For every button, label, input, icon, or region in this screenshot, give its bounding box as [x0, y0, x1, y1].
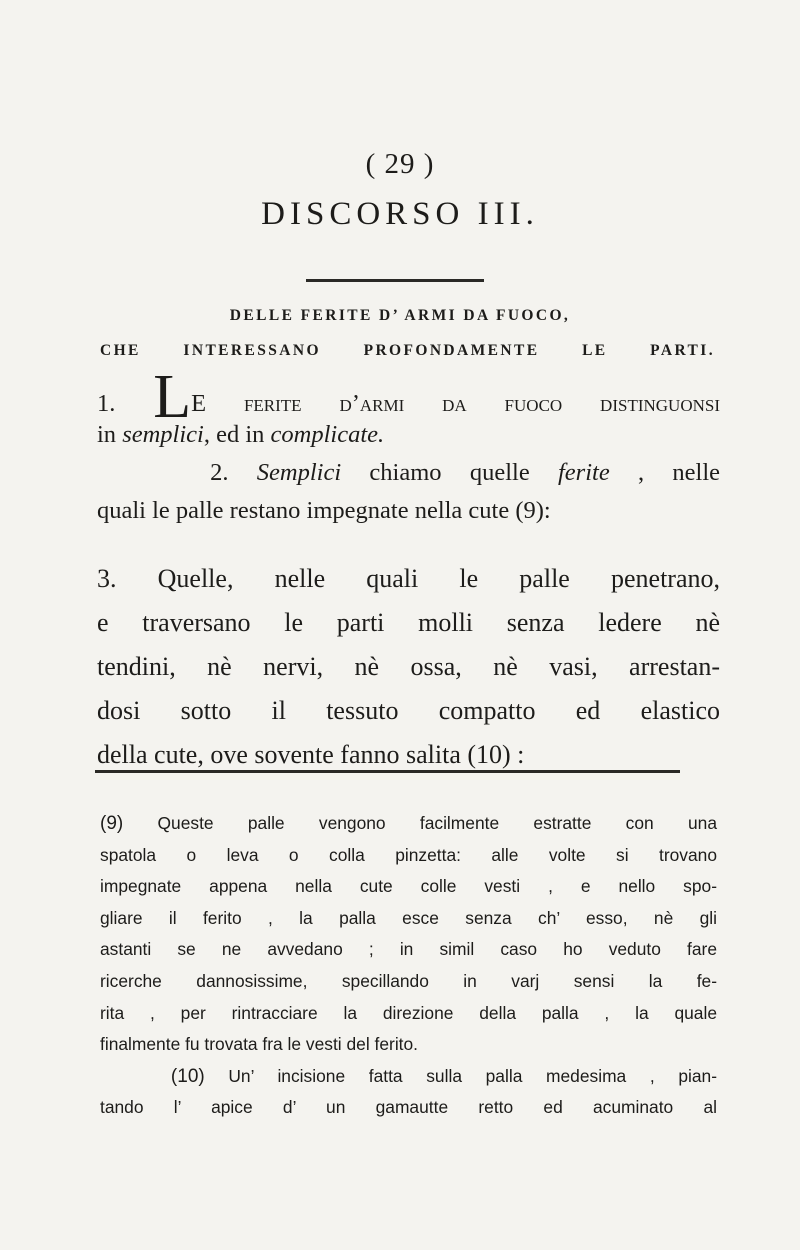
- paragraph-number: 1.: [97, 390, 116, 417]
- italic-term: Semplici: [256, 459, 342, 486]
- drop-cap: L: [153, 363, 192, 431]
- body-line: e traversano le parti molli senza ledere nè: [97, 608, 720, 637]
- body-line: 3. Quelle, nelle quali le palle penetrano,: [97, 564, 720, 593]
- paragraph-number: 2.: [210, 459, 229, 486]
- footnote-line: finalmente fu trovata fra le vesti del ferito.: [100, 1034, 419, 1055]
- footnote-line: gliare il ferito , la palla esce senza ch’ esso, nè gli: [100, 907, 717, 928]
- footnote-line: spatola o leva o colla pinzetta: alle volte si trovano: [100, 844, 717, 865]
- footnote-number: (10): [170, 1065, 205, 1087]
- page-number: ( 29 ): [365, 148, 435, 180]
- body-line: della cute, ove sovente fanno salita (10) :: [97, 740, 525, 769]
- footnote-number: (9): [100, 813, 124, 834]
- body-text: , ed in: [203, 421, 271, 448]
- body-paragraph-3: [97, 557, 720, 777]
- body-paragraphs-1-2: [97, 363, 720, 530]
- body-line: quali le palle restano impegnate nella cute (9):: [97, 497, 551, 524]
- subtitle-line-1: DELLE FERITE D’ ARMI DA FUOCO,: [229, 307, 571, 324]
- italic-term: complicate.: [270, 421, 385, 448]
- footnotes: [100, 808, 717, 1124]
- body-line: [97, 416, 720, 454]
- italic-term: semplici: [122, 421, 204, 448]
- footnote-text: Queste palle vengono facilmente estratte con una: [157, 813, 717, 833]
- subtitle-line-2: CHE INTERESSANO PROFONDAMENTE LE PARTI.: [100, 342, 715, 359]
- footnote-line: [100, 1061, 717, 1093]
- footnote-line: tando l’ apice d’ un gamautte retto ed acuminato al: [100, 1097, 717, 1118]
- footnote-rule: [95, 770, 680, 773]
- body-line: tendini, nè nervi, nè ossa, nè vasi, arrestan-: [97, 652, 720, 681]
- body-text: in: [97, 421, 123, 448]
- footnote-line: rita , per rintracciare la direzione della palla , la quale: [100, 1002, 717, 1023]
- title-rule: [306, 279, 484, 282]
- body-text: , nelle: [609, 459, 720, 486]
- chapter-title: DISCORSO III.: [261, 196, 539, 232]
- footnote-line: [100, 808, 717, 840]
- body-text: chiamo quelle: [341, 459, 558, 486]
- footnote-text: Un’ incisione fatta sulla palla medesima , pian-: [228, 1065, 717, 1086]
- body-line: dosi sotto il tessuto compatto ed elastico: [97, 696, 720, 725]
- body-line: [97, 454, 720, 492]
- footnote-line: ricerche dannosissime, specillando in varj sensi la fe-: [100, 970, 717, 991]
- footnote-line: impegnate appena nella cute colle vesti , e nello spo-: [100, 876, 717, 897]
- body-text: E ferite d’armi da fuoco distinguonsi: [191, 390, 720, 417]
- footnote-line: astanti se ne avvedano ; in simil caso ho veduto fare: [100, 939, 717, 960]
- italic-term: ferite: [557, 459, 610, 486]
- body-line: [97, 363, 720, 431]
